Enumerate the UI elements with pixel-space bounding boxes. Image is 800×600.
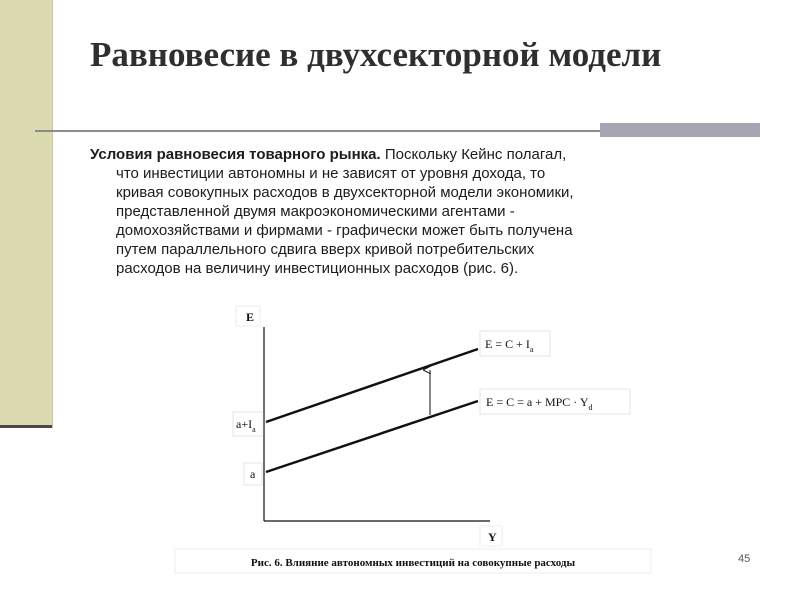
body-line: домохозяйствами и фирмами - графически может быть получена — [116, 222, 573, 239]
lower-line-label-sub: d — [588, 403, 593, 412]
body-line: что инвестиции автономны и не зависят от уровня дохода, то — [116, 165, 546, 182]
lower-line-label-main: E = C = a + MPC · Y — [486, 395, 589, 409]
body-line: расходов на величину инвестиционных расходов (рис. 6). — [116, 260, 519, 277]
upper-line-label-main: E = C + I — [485, 337, 530, 351]
body-lead: Условия равновесия товарного рынка. — [90, 146, 381, 163]
body-line: представленной двумя макроэкономическими агентами - — [116, 203, 515, 220]
intercept-upper-sub: a — [252, 425, 256, 434]
body-line: кривая совокупных расходов в двухсекторной модели экономики, — [116, 184, 574, 201]
body-line: путем параллельного сдвига вверх кривой потребительских — [116, 241, 535, 258]
slide-title: Равновесие в двухсекторной модели — [90, 35, 662, 74]
page-number: 45 — [738, 553, 751, 565]
x-axis-label: Y — [488, 530, 497, 544]
y-axis-label: E — [246, 310, 255, 324]
upper-line-label-sub: a — [529, 345, 534, 354]
figure-caption: Рис. 6. Влияние автономных инвестиций на совокупные расходы — [250, 557, 576, 569]
intercept-lower-label: a — [250, 467, 256, 481]
intercept-upper-main: a+I — [236, 417, 253, 431]
body-line: Поскольку Кейнс полагал, — [384, 146, 567, 163]
